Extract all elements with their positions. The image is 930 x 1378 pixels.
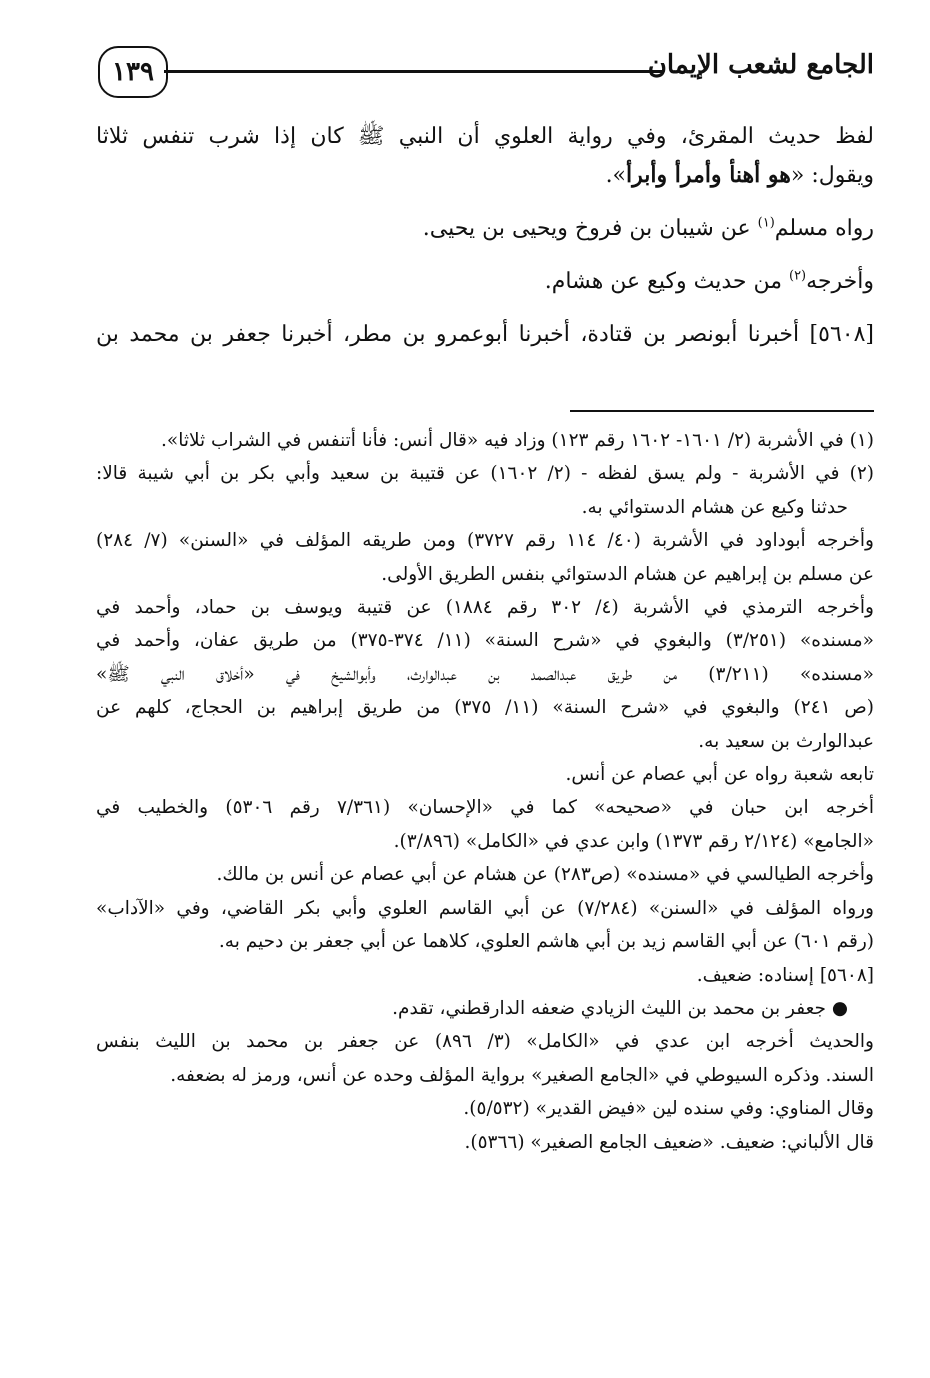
footnote-2-line-1: (٢) في الأشربة - ولم يسق لفظه - (٢/ ١٦٠٢) عن قتيبة بن سعيد وأبي بكر بن أبي شيبة قالا: — [96, 463, 875, 485]
note-line: «الجامع» (٢/١٢٤ رقم ١٣٧٣) وابن عدي في «الكامل» (٣/٨٩٦). — [393, 830, 874, 852]
main-line-3-end: عن شيبان بن فروخ ويحيى بن يحيى. — [422, 216, 758, 241]
note-line: وأخرجه أبوداود في الأشربة (٤٠/ ١١٤ رقم ٣٧٢٧) ومن طريقه المؤلف في «السنن» (٧/ ٢٨٤) — [96, 530, 874, 552]
isnad-heading: [٥٦٠٨] إسناده: ضعيف. — [696, 964, 874, 986]
note-line: قال الألباني: ضعيف. «ضعيف الجامع الصغير» (٥٣٦٦). — [464, 1131, 874, 1153]
footnote-ref-1[interactable]: (١) — [757, 215, 775, 231]
note-line: والحديث أخرجه ابن عدي في «الكامل» (٣/ ٨٩٦) عن جعفر بن محمد بن الليث بنفس — [96, 1031, 874, 1053]
note-line: السند. وذكره السيوطي في «الجامع الصغير» برواية المؤلف وحده عن أنس، ورمز له بضعفه. — [170, 1064, 874, 1086]
note-line: ● جعفر بن محمد بن الليث الزيادي ضعفه الدارقطني، تقدم. — [392, 997, 848, 1019]
note-line: ورواه المؤلف في «السنن» (٧/٢٨٤) عن أبي القاسم العلوي وأبي بكر القاضي، وفي «الآداب» — [96, 897, 874, 919]
note-line: عبدالوارث بن سعيد به. — [698, 730, 874, 752]
note-line: أخرجه ابن حبان في «صحيحه» كما في «الإحسان» (٧/٣٦١ رقم ٥٣٠٦) والخطيب في — [96, 797, 874, 819]
note-line: «مسنده» (٣/٢٥١) والبغوي في «شرح السنة» (١١/ ٣٧٤-٣٧٥) من طريق عفان، وأحمد في — [96, 630, 874, 652]
note-line: وأخرجه الطيالسي في «مسنده» (ص٢٨٣) عن هشام عن أبي عصام عن أنس بن مالك. — [216, 864, 874, 886]
main-line-2-end: ». — [605, 163, 627, 188]
note-line: وقال المناوي: وفي سنده لين «فيض القدير» (٥/٥٣٢). — [463, 1098, 874, 1120]
footnote-separator — [570, 410, 874, 412]
note-line: تابعه شعبة رواه عن أبي عصام عن أنس. — [565, 764, 874, 786]
footnote-2-line-2: حدثنا وكيع عن هشام الدستوائي به. — [581, 496, 848, 518]
footnotes — [96, 424, 874, 1159]
main-text — [96, 118, 874, 354]
page-number: ١٣٩ — [98, 46, 168, 98]
main-line-3-start: رواه مسلم — [774, 216, 874, 241]
book-title: الجامع لشعب الإيمان — [647, 50, 874, 80]
main-line-4-end: من حديث وكيع عن هشام. — [544, 269, 789, 294]
footnote-1: (١) في الأشربة (٢/ ١٦٠١- ١٦٠٢ رقم ١٢٣) وزاد فيه «قال أنس: فأنا أتنفس في الشراب ثلاثا». — [161, 430, 874, 451]
main-line-2-start: ويقول: « — [790, 163, 874, 188]
page-header — [98, 42, 874, 104]
main-line-4 — [96, 263, 874, 301]
note-line: (رقم ٦٠١) عن أبي القاسم زيد بن أبي هاشم العلوي، كلاهما عن أبي جعفر بن دحيم به. — [218, 931, 874, 953]
note-line: «مسنده» (٣/٢١١) من طريق عبدالصمد بن عبدالوارث، وأبوالشيخ في «أخلاق النبي ﷺ» — [96, 663, 874, 685]
note-line: وأخرجه الترمذي في الأشربة (٤/ ٣٠٢ رقم ١٨٨٤) عن قتيبة ويوسف بن حماد، وأحمد في — [96, 597, 874, 619]
note-line: (ص ٢٤١) والبغوي في «شرح السنة» (١١/ ٣٧٥) من طريق إبراهيم بن الحجاج، كلهم عن — [96, 697, 874, 719]
header-rule — [164, 70, 662, 73]
main-line-5: [٥٦٠٨] أخبرنا أبونصر بن قتادة، أخبرنا أبوعمرو بن مطر، أخبرنا جعفر بن محمد بن — [96, 322, 874, 347]
hadith-quote: هو أهنأ وأمرأ وأبرأ — [626, 162, 791, 188]
main-line-4-start: وأخرجه — [806, 269, 874, 294]
footnote-ref-2[interactable]: (٢) — [788, 268, 807, 284]
main-line-1: لفظ حديث المقرئ، وفي رواية العلوي أن النبي ﷺ كان إذا شرب تنفس ثلاثا — [96, 124, 874, 149]
main-line-2 — [96, 156, 874, 195]
main-line-3 — [96, 210, 874, 248]
note-line: عن مسلم بن إبراهيم عن هشام الدستوائي بنفس الطريق الأولى. — [381, 563, 874, 585]
